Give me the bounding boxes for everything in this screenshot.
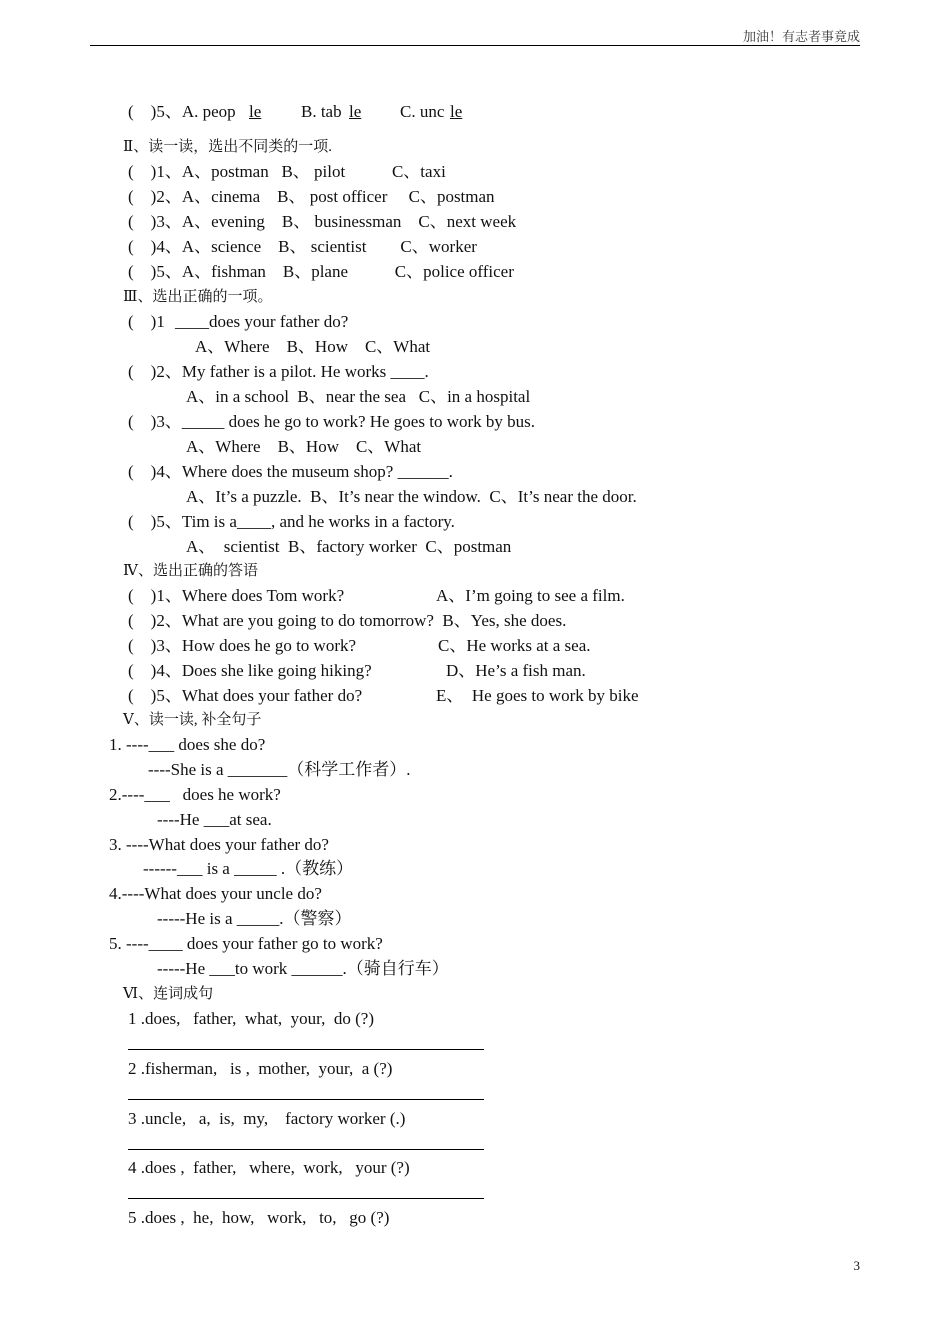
worksheet-line: A、 scientist B、factory worker C、postman xyxy=(186,537,512,556)
worksheet-line: le xyxy=(349,102,362,121)
answer-line[interactable] xyxy=(128,1149,484,1150)
worksheet-line: 5. ----____ does your father go to work? xyxy=(109,934,383,953)
worksheet-line: B. tab xyxy=(301,102,342,121)
worksheet-line: le xyxy=(450,102,463,121)
worksheet-line: ( )5、A、fishman B、plane C、police officer xyxy=(128,262,514,281)
worksheet-line: ( )2、My father is a pilot. He works ____. xyxy=(128,362,429,381)
worksheet-line: 2.----___ does he work? xyxy=(109,785,281,804)
worksheet-line: ( )4、A、science B、 scientist C、worker xyxy=(128,237,477,256)
section-heading: Ⅲ、选出正确的一项。 xyxy=(123,289,273,305)
worksheet-line: -----He is a _____.（警察） xyxy=(157,909,352,928)
worksheet-line: ----She is a _______（科学工作者）. xyxy=(148,760,411,779)
worksheet-line: ( )5、A. peop xyxy=(128,102,236,121)
worksheet-line: C、He works at a sea. xyxy=(438,636,591,655)
worksheet-line: C. unc xyxy=(400,102,445,121)
worksheet-line: le xyxy=(249,102,262,121)
worksheet-line: D、He’s a fish man. xyxy=(446,661,586,680)
worksheet-line: 2 .fisherman, is , mother, your, a (?) xyxy=(128,1059,393,1078)
worksheet-line: A、Where B、How C、What xyxy=(195,337,431,356)
worksheet-line: ( )3、How does he go to work? xyxy=(128,636,357,655)
section-heading: Ⅵ、连词成句 xyxy=(123,986,214,1002)
worksheet-line: 1. ----___ does she do? xyxy=(109,735,266,754)
answer-line[interactable] xyxy=(128,1049,484,1050)
worksheet-line: -----He ___to work ______.（骑自行车） xyxy=(157,959,449,978)
worksheet-line: A、Where B、How C、What xyxy=(186,437,422,456)
worksheet-line: A、It’s a puzzle. B、It’s near the window. C、It’s near the door. xyxy=(186,487,637,506)
worksheet-line: ------___ is a _____ .（教练） xyxy=(143,859,354,878)
worksheet-line: ( )1、Where does Tom work? xyxy=(128,586,345,605)
worksheet-line: ( )2、A、cinema B、 post officer C、postman xyxy=(128,187,495,206)
answer-line[interactable] xyxy=(128,1198,484,1199)
worksheet-line: ----He ___at sea. xyxy=(157,810,272,829)
worksheet-line: 4.----What does your uncle do? xyxy=(109,884,322,903)
worksheet-line: ( )1 xyxy=(128,312,170,331)
worksheet-line: A、I’m going to see a film. xyxy=(436,586,625,605)
worksheet-line: A、in a school B、near the sea C、in a hospital xyxy=(186,387,531,406)
worksheet-line: 1 .does, father, what, your, do (?) xyxy=(128,1009,375,1028)
page-number: 3 xyxy=(853,1258,860,1273)
worksheet-line: E、 He goes to work by bike xyxy=(436,686,639,705)
header-motto: 加油！有志者事竟成 xyxy=(742,29,860,44)
answer-line[interactable] xyxy=(128,1099,484,1100)
worksheet-line: ( )3、A、evening B、 businessman C、next week xyxy=(128,212,517,231)
worksheet-line: 3 .uncle, a, is, my, factory worker (.) xyxy=(128,1109,406,1128)
worksheet-line: ____ xyxy=(175,312,209,331)
section-heading: Ⅳ、选出正确的答语 xyxy=(123,563,258,579)
worksheet-line: 5 .does , he, how, work, to, go (?) xyxy=(128,1208,390,1227)
worksheet-line: ( )1、A、postman B、 pilot C、taxi xyxy=(128,162,446,181)
worksheet-line: 3. ----What does your father do? xyxy=(109,835,329,854)
worksheet-line: ( )4、Where does the museum shop? ______. xyxy=(128,462,453,481)
worksheet-line: ( )5、Tim is a____, and he works in a factory. xyxy=(128,512,455,531)
worksheet-line: ( )4、Does she like going hiking? xyxy=(128,661,372,680)
worksheet-line: ( )5、What does your father do? xyxy=(128,686,363,705)
worksheet-line: does your father do? xyxy=(209,312,349,331)
section-heading: Ⅱ、读一读，选出不同类的一项. xyxy=(123,139,332,155)
worksheet-line: ( )3、_____ does he go to work? He goes to work by bus. xyxy=(128,412,535,431)
worksheet-line: ( )2、What are you going to do tomorrow? B、Yes, she does. xyxy=(128,611,567,630)
header-divider xyxy=(90,45,860,46)
worksheet-line: 4 .does , father, where, work, your (?) xyxy=(128,1158,410,1177)
section-heading: Ⅴ、读一读, 补全句子 xyxy=(123,712,262,728)
